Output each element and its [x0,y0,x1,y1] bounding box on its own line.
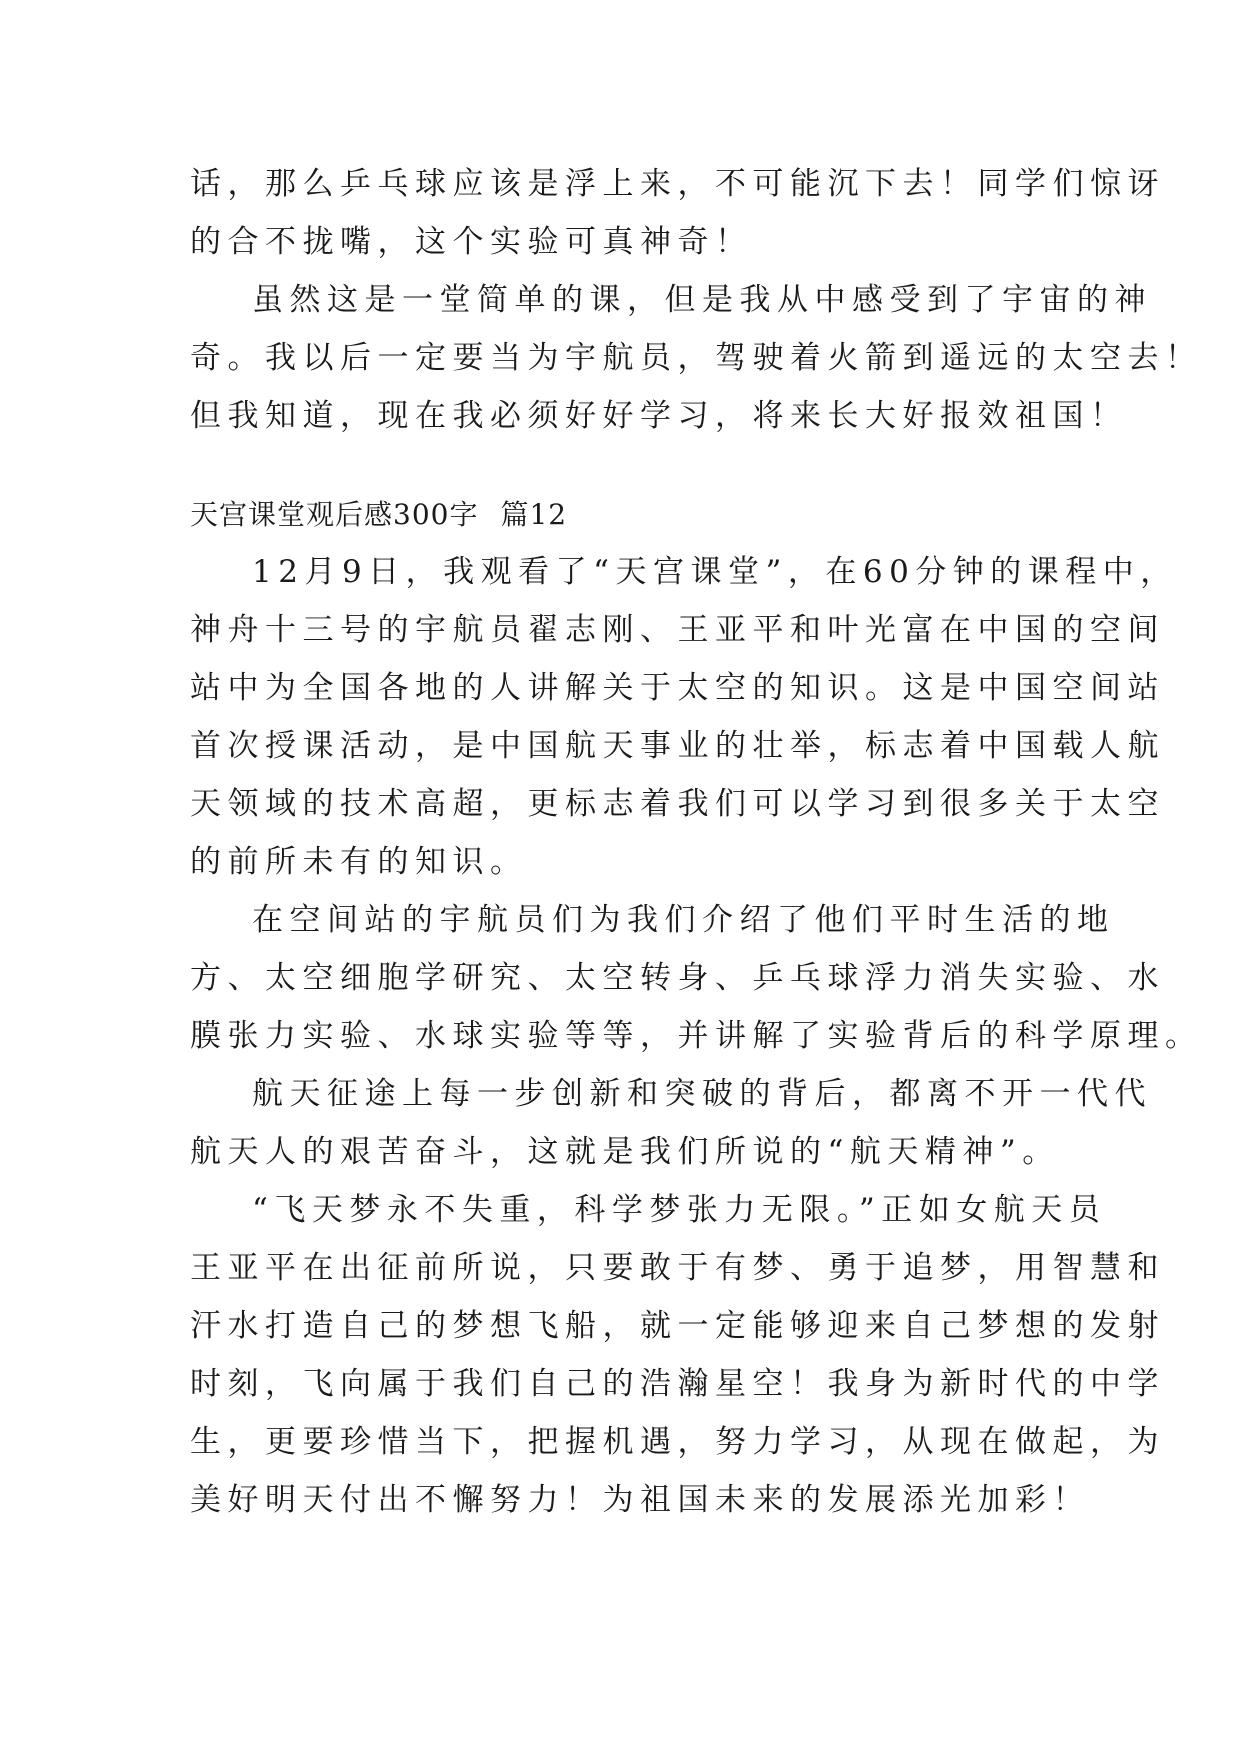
section-number: 篇12 [500,498,568,531]
section-title: 天宫课堂观后感300字 [190,498,479,531]
text-line: 膜张力实验、水球实验等等，并讲解了实验背后的科学原理。 [190,1018,1203,1054]
section-spacer [190,445,1046,487]
text-line: 神舟十三号的宇航员翟志刚、王亚平和叶光富在中国的空间 [190,612,1165,648]
text-line: 虽然这是一堂简单的课，但是我从中感受到了宇宙的神 [252,282,1152,318]
paragraph-1 [190,543,1178,891]
text-line: 方、太空细胞学研究、太空转身、乒乓球浮力消失实验、水 [190,960,1165,996]
text-line: 天领域的技术高超，更标志着我们可以学习到很多关于太空 [190,786,1165,822]
text-line: 航天人的艰苦奋斗，这就是我们所说的“航天精神”。 [190,1134,1060,1170]
text-line: 美好明天付出不懈努力！为祖国未来的发展添光加彩！ [190,1482,1090,1518]
text-line: 站中为全国各地的人讲解关于太空的知识。这是中国空间站 [190,670,1165,706]
paragraph-4 [190,1181,1165,1529]
text-line: 的合不拢嘴，这个实验可真神奇！ [190,224,753,260]
text-line: 航天征途上每一步创新和突破的背后，都离不开一代代 [252,1076,1152,1112]
closing-paragraph [190,271,1203,445]
text-line: 奇。我以后一定要当为宇航员，驾驶着火箭到遥远的太空去！ [190,340,1203,376]
text-line: “飞天梦永不失重，科学梦张力无限。”正如女航天员 [252,1192,1107,1228]
text-line: 生，更要珍惜当下，把握机遇，努力学习，从现在做起，为 [190,1424,1165,1460]
text-line: 12月9日，我观看了“天宫课堂”，在60分钟的课程中， [252,554,1178,590]
document-body [190,155,1203,1529]
text-line: 的前所未有的知识。 [190,844,528,880]
section-heading [190,487,1046,543]
text-line: 话，那么乒乓球应该是浮上来，不可能沉下去！同学们惊讶 [190,166,1165,202]
continued-paragraph [190,155,1165,271]
text-line: 时刻，飞向属于我们自己的浩瀚星空！我身为新时代的中学 [190,1366,1165,1402]
paragraph-3 [190,1065,1152,1181]
text-line: 但我知道，现在我必须好好学习，将来长大好报效祖国！ [190,398,1128,434]
paragraph-2 [190,891,1203,1065]
text-line: 汗水打造自己的梦想飞船，就一定能够迎来自己梦想的发射 [190,1308,1165,1344]
text-line: 首次授课活动，是中国航天事业的壮举，标志着中国载人航 [190,728,1165,764]
text-line: 在空间站的宇航员们为我们介绍了他们平时生活的地 [252,902,1115,938]
text-line: 王亚平在出征前所说，只要敢于有梦、勇于追梦，用智慧和 [190,1250,1165,1286]
